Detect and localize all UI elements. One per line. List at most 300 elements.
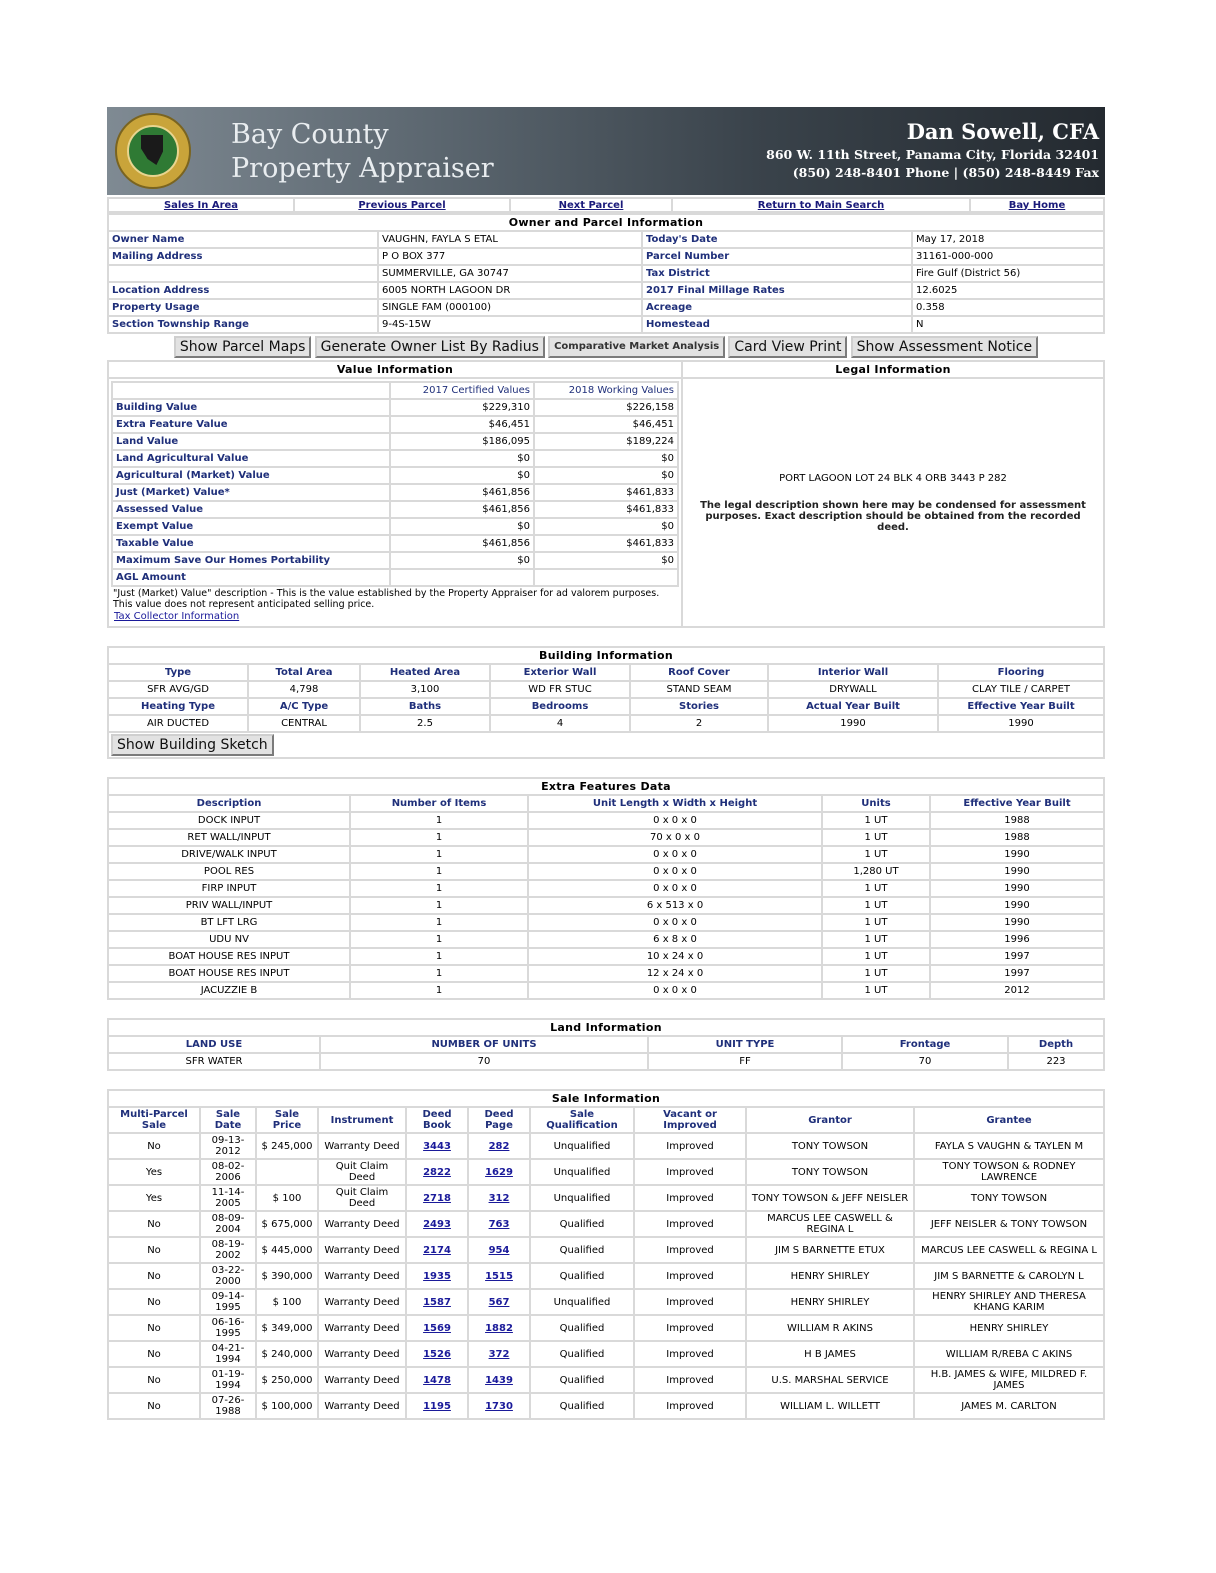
value-label: Land Value [112,433,390,450]
sale-cell: Improved [634,1237,746,1263]
sale-cell [406,1289,468,1315]
appraiser-name: Dan Sowell, CFA [906,119,1099,144]
extra-cell: UDU NV [108,931,350,948]
value-2017: $46,451 [390,416,534,433]
building-header: Effective Year Built [938,698,1104,715]
owner-value: 6005 NORTH LAGOON DR [378,282,642,299]
value-label: Agricultural (Market) Value [112,467,390,484]
tax-collector-link[interactable]: Tax Collector Information [114,611,240,622]
sale-row [108,1211,1104,1237]
extra-row [108,829,1104,846]
sale-cell: $ 245,000 [256,1133,318,1159]
sale-row [108,1289,1104,1315]
extra-header-row [108,795,1104,812]
sale-cell [468,1393,530,1419]
value-2018: $0 [534,552,678,569]
deed-page-link[interactable]: 954 [488,1244,510,1256]
parcel-label: Today's Date [642,231,912,248]
owner-row [108,248,1104,265]
building-header: Bedrooms [490,698,630,715]
sale-cell [468,1211,530,1237]
extra-cell: 1 UT [822,948,930,965]
sale-cell: Warranty Deed [318,1341,406,1367]
value-2017 [390,569,534,586]
extra-cell: 1 [350,880,528,897]
sale-cell: $ 240,000 [256,1341,318,1367]
sale-cell: $ 349,000 [256,1315,318,1341]
sale-cell: Yes [108,1159,200,1185]
value-row [112,501,678,518]
land-cell: 223 [1008,1053,1104,1070]
building-header: Baths [360,698,490,715]
sale-cell: H B JAMES [746,1341,914,1367]
extra-cell: 1 UT [822,982,930,999]
comparative-market-analysis-button[interactable]: Comparative Market Analysis [548,336,725,358]
deed-page-link[interactable]: 372 [488,1348,510,1360]
sale-cell: Warranty Deed [318,1133,406,1159]
sale-cell: 08-19-2002 [200,1237,256,1263]
sale-cell: Warranty Deed [318,1289,406,1315]
sale-cell: $ 100 [256,1289,318,1315]
sale-cell: MARCUS LEE CASWELL & REGINA L [914,1237,1104,1263]
value-2017: $0 [390,552,534,569]
owner-parcel-table [107,213,1105,334]
sale-cell: Quit Claim Deed [318,1185,406,1211]
extra-cell: RET WALL/INPUT [108,829,350,846]
parcel-label: Homestead [642,316,912,333]
value-2017: $0 [390,450,534,467]
sale-cell: No [108,1315,200,1341]
sale-cell: 09-14-1995 [200,1289,256,1315]
deed-book-link[interactable]: 1587 [423,1296,451,1308]
sale-cell: $ 390,000 [256,1263,318,1289]
sale-cell: Improved [634,1159,746,1185]
deed-book-link[interactable]: 2822 [423,1166,451,1178]
building-value: CLAY TILE / CARPET [938,681,1104,698]
sale-cell: Warranty Deed [318,1237,406,1263]
parcel-value: May 17, 2018 [912,231,1104,248]
extra-row [108,880,1104,897]
extra-row [108,931,1104,948]
value-2018: $0 [534,467,678,484]
land-header: UNIT TYPE [648,1036,842,1053]
sale-header: Deed Page [468,1107,530,1133]
value-label: Exempt Value [112,518,390,535]
extra-features-table [107,777,1105,1000]
building-value: 1990 [938,715,1104,732]
value-row [112,484,678,501]
header-banner [107,107,1105,195]
show-building-sketch-button[interactable]: Show Building Sketch [111,734,274,756]
parcel-label: Acreage [642,299,912,316]
sale-header-row [108,1107,1104,1133]
deed-book-link[interactable]: 2493 [423,1218,451,1230]
legal-disclaimer: The legal description shown here may be condensed for assessment purposes. Exact description should be obtained from the recorded deed. [700,499,1086,533]
owner-list-radius-button[interactable]: Generate Owner List By Radius [315,336,545,358]
owner-row [108,316,1104,333]
sale-cell [468,1237,530,1263]
building-value: 2 [630,715,768,732]
sale-cell: Improved [634,1289,746,1315]
page-container [107,107,1105,1420]
sale-cell: JAMES M. CARLTON [914,1393,1104,1419]
sale-cell: $ 250,000 [256,1367,318,1393]
sale-cell: No [108,1341,200,1367]
sale-cell [406,1263,468,1289]
building-header: Interior Wall [768,664,938,681]
sale-cell [406,1393,468,1419]
land-row [108,1053,1104,1070]
sale-cell [406,1315,468,1341]
parcel-label: 2017 Final Millage Rates [642,282,912,299]
deed-book-link[interactable]: 1935 [423,1270,451,1282]
extra-row [108,846,1104,863]
sale-cell: FAYLA S VAUGHN & TAYLEN M [914,1133,1104,1159]
value-2018 [534,569,678,586]
parcel-value: 0.358 [912,299,1104,316]
value-2017: $229,310 [390,399,534,416]
value-row [112,433,678,450]
owner-value: VAUGHN, FAYLA S ETAL [378,231,642,248]
sale-cell: Improved [634,1315,746,1341]
deed-page-link[interactable]: 763 [488,1218,510,1230]
sale-cell: 09-13-2012 [200,1133,256,1159]
sale-cell: Quit Claim Deed [318,1159,406,1185]
sale-cell: Improved [634,1185,746,1211]
extra-cell: 1 [350,846,528,863]
land-header: Frontage [842,1036,1008,1053]
sale-cell [468,1289,530,1315]
sale-cell: MARCUS LEE CASWELL & REGINA L [746,1211,914,1237]
extra-cell: 1997 [930,965,1104,982]
sale-cell: TONY TOWSON [746,1133,914,1159]
extra-cell: 1 UT [822,897,930,914]
sale-cell: Unqualified [530,1185,634,1211]
sale-cell: Unqualified [530,1159,634,1185]
sale-cell: TONY TOWSON [914,1185,1104,1211]
building-row [108,698,1104,715]
action-buttons [107,336,1105,360]
sale-row [108,1263,1104,1289]
sale-header: Sale Qualification [530,1107,634,1133]
deed-page-link[interactable]: 1730 [485,1400,513,1412]
extra-cell: 1990 [930,880,1104,897]
parcel-value: N [912,316,1104,333]
sale-cell: Warranty Deed [318,1367,406,1393]
value-label: Maximum Save Our Homes Portability [112,552,390,569]
building-header: Heating Type [108,698,248,715]
deed-page-link[interactable]: 312 [488,1192,510,1204]
extra-cell: 0 x 0 x 0 [528,880,822,897]
nav-bay-home-link[interactable]: Bay Home [1008,199,1066,211]
building-value: 2.5 [360,715,490,732]
extra-row [108,914,1104,931]
sale-cell: Qualified [530,1341,634,1367]
sale-cell [256,1159,318,1185]
sale-cell: 11-14-2005 [200,1185,256,1211]
deed-book-link[interactable]: 1526 [423,1348,451,1360]
value-label: Land Agricultural Value [112,450,390,467]
extra-row [108,948,1104,965]
extra-cell: 1 [350,812,528,829]
building-value: CENTRAL [248,715,360,732]
sale-cell: No [108,1289,200,1315]
building-value: 4 [490,715,630,732]
nav-return-main-search-link[interactable]: Return to Main Search [757,199,885,211]
sale-cell: HENRY SHIRLEY AND THERESA KHANG KARIM [914,1289,1104,1315]
value-row [112,535,678,552]
extra-cell: 1 [350,965,528,982]
value-row [112,416,678,433]
sale-cell: No [108,1211,200,1237]
show-parcel-maps-button[interactable]: Show Parcel Maps [174,336,312,358]
sale-cell: HENRY SHIRLEY [746,1289,914,1315]
parcel-value: 12.6025 [912,282,1104,299]
sale-row [108,1341,1104,1367]
extra-cell: PRIV WALL/INPUT [108,897,350,914]
parcel-label: Parcel Number [642,248,912,265]
sale-row [108,1133,1104,1159]
county-seal-logo [115,113,191,189]
legal-section-title: Legal Information [682,361,1104,378]
extra-cell: 1997 [930,948,1104,965]
sale-header: Instrument [318,1107,406,1133]
extra-header: Effective Year Built [930,795,1104,812]
extra-cell: 1 [350,863,528,880]
sale-cell: No [108,1393,200,1419]
owner-label [108,265,378,282]
sale-cell [406,1159,468,1185]
extra-row [108,897,1104,914]
extra-cell: 6 x 513 x 0 [528,897,822,914]
extra-section-title: Extra Features Data [108,778,1104,795]
building-value: 3,100 [360,681,490,698]
owner-label: Property Usage [108,299,378,316]
legal-description: PORT LAGOON LOT 24 BLK 4 ORB 3443 P 282 [779,472,1007,484]
owner-label: Section Township Range [108,316,378,333]
value-row [112,518,678,535]
value-section-title: Value Information [108,361,682,378]
extra-cell: BOAT HOUSE RES INPUT [108,965,350,982]
extra-cell: 6 x 8 x 0 [528,931,822,948]
extra-cell: 10 x 24 x 0 [528,948,822,965]
appraiser-address: 860 W. 11th Street, Panama City, Florida 32401 [766,147,1099,162]
sale-cell: H.B. JAMES & WIFE, MILDRED F. JAMES [914,1367,1104,1393]
sale-cell [468,1367,530,1393]
nav-sales-in-area-link[interactable]: Sales In Area [163,199,239,211]
extra-cell: DRIVE/WALK INPUT [108,846,350,863]
sale-cell: $ 445,000 [256,1237,318,1263]
sale-cell: TONY TOWSON & JEFF NEISLER [746,1185,914,1211]
owner-row [108,231,1104,248]
extra-cell: 1996 [930,931,1104,948]
sale-cell: 08-02-2006 [200,1159,256,1185]
sale-header: Vacant or Improved [634,1107,746,1133]
sale-cell: Improved [634,1341,746,1367]
card-view-print-button[interactable]: Card View Print [728,336,847,358]
deed-book-link[interactable]: 2718 [423,1192,451,1204]
deed-book-link[interactable]: 2174 [423,1244,451,1256]
extra-cell: 1 UT [822,846,930,863]
extra-cell: 0 x 0 x 0 [528,982,822,999]
extra-cell: 1988 [930,829,1104,846]
show-assessment-notice-button[interactable]: Show Assessment Notice [851,336,1038,358]
sale-cell: Warranty Deed [318,1393,406,1419]
sale-header: Sale Date [200,1107,256,1133]
sale-cell: Unqualified [530,1133,634,1159]
sale-table [107,1089,1105,1420]
value-legal-table [107,360,1105,628]
sale-cell [468,1341,530,1367]
extra-cell: 0 x 0 x 0 [528,846,822,863]
extra-cell: 1 UT [822,829,930,846]
deed-book-link[interactable]: 1569 [423,1322,451,1334]
site-title-line1: Bay County [231,119,389,150]
sale-cell [468,1133,530,1159]
extra-cell: 1 UT [822,880,930,897]
sale-cell: JIM S BARNETTE ETUX [746,1237,914,1263]
land-cell: 70 [842,1053,1008,1070]
land-table [107,1018,1105,1071]
sale-cell [406,1237,468,1263]
land-cell: 70 [320,1053,648,1070]
deed-book-link[interactable]: 1478 [423,1374,451,1386]
building-value: WD FR STUC [490,681,630,698]
sale-header: Multi-Parcel Sale [108,1107,200,1133]
sale-row [108,1185,1104,1211]
value-2017: $0 [390,467,534,484]
deed-page-link[interactable]: 1629 [485,1166,513,1178]
owner-row [108,265,1104,282]
deed-page-link[interactable]: 1439 [485,1374,513,1386]
sale-cell: WILLIAM R AKINS [746,1315,914,1341]
building-header: Exterior Wall [490,664,630,681]
deed-page-link[interactable]: 282 [488,1140,510,1152]
sale-cell: Unqualified [530,1289,634,1315]
value-row [112,569,678,586]
building-value: DRYWALL [768,681,938,698]
extra-cell: 1 UT [822,931,930,948]
sale-header: Sale Price [256,1107,318,1133]
building-row [108,681,1104,698]
extra-row [108,965,1104,982]
value-2018: $189,224 [534,433,678,450]
appraiser-phone-fax: (850) 248-8401 Phone | (850) 248-8449 Fax [792,165,1099,180]
deed-book-link[interactable]: 1195 [423,1400,451,1412]
sale-cell: $ 100,000 [256,1393,318,1419]
extra-cell: FIRP INPUT [108,880,350,897]
extra-cell: 1 UT [822,812,930,829]
building-header: Flooring [938,664,1104,681]
value-row [112,399,678,416]
value-col-2017: 2017 Certified Values [390,382,534,399]
owner-value: SINGLE FAM (000100) [378,299,642,316]
value-table [111,381,679,587]
owner-label: Location Address [108,282,378,299]
building-value: AIR DUCTED [108,715,248,732]
parcel-label: Tax District [642,265,912,282]
sale-cell: HENRY SHIRLEY [746,1263,914,1289]
land-header: Depth [1008,1036,1104,1053]
extra-cell: 2012 [930,982,1104,999]
extra-header: Description [108,795,350,812]
sale-cell: $ 100 [256,1185,318,1211]
nav-previous-parcel-link[interactable]: Previous Parcel [358,199,446,211]
legal-panel [682,378,1104,627]
sale-cell: Improved [634,1367,746,1393]
owner-value: P O BOX 377 [378,248,642,265]
value-label: Building Value [112,399,390,416]
deed-book-link[interactable]: 3443 [423,1140,451,1152]
value-row [112,552,678,569]
sale-header: Grantee [914,1107,1104,1133]
extra-cell: 1 UT [822,965,930,982]
extra-cell: 1 [350,914,528,931]
deed-page-link[interactable]: 567 [488,1296,510,1308]
deed-page-link[interactable]: 1882 [485,1322,513,1334]
owner-value: SUMMERVILLE, GA 30747 [378,265,642,282]
sale-cell: No [108,1237,200,1263]
sale-cell [468,1185,530,1211]
sale-cell [468,1263,530,1289]
sale-cell: Qualified [530,1315,634,1341]
sale-cell: 03-22-2000 [200,1263,256,1289]
building-value: 1990 [768,715,938,732]
building-header: Total Area [248,664,360,681]
sale-cell: TONY TOWSON & RODNEY LAWRENCE [914,1159,1104,1185]
sale-cell [406,1367,468,1393]
value-2018: $461,833 [534,484,678,501]
value-label: Just (Market) Value* [112,484,390,501]
value-2018: $461,833 [534,501,678,518]
building-row [108,664,1104,681]
sale-cell: No [108,1133,200,1159]
owner-section-title: Owner and Parcel Information [108,214,1104,231]
sale-row [108,1367,1104,1393]
extra-cell: 1990 [930,914,1104,931]
value-2018: $0 [534,518,678,535]
sale-cell [468,1315,530,1341]
value-2017: $186,095 [390,433,534,450]
building-value: STAND SEAM [630,681,768,698]
sale-cell: 08-09-2004 [200,1211,256,1237]
building-header: Heated Area [360,664,490,681]
sale-cell: HENRY SHIRLEY [914,1315,1104,1341]
extra-cell: DOCK INPUT [108,812,350,829]
sale-cell: WILLIAM R/REBA C AKINS [914,1341,1104,1367]
extra-cell: 1988 [930,812,1104,829]
sale-cell: No [108,1263,200,1289]
just-value-note: "Just (Market) Value" description - This is the value established by the Property Appraiser for ad valorem purposes. This value does not represent anticipated selling price. [113,588,660,610]
sale-cell: $ 675,000 [256,1211,318,1237]
parcel-value: 31161-000-000 [912,248,1104,265]
building-section-title: Building Information [108,647,1104,664]
sale-cell: Yes [108,1185,200,1211]
sale-cell: Improved [634,1393,746,1419]
value-2018: $0 [534,450,678,467]
extra-cell: 1990 [930,846,1104,863]
extra-header: Units [822,795,930,812]
extra-row [108,863,1104,880]
deed-page-link[interactable]: 1515 [485,1270,513,1282]
building-value: SFR AVG/GD [108,681,248,698]
owner-label: Mailing Address [108,248,378,265]
building-header: A/C Type [248,698,360,715]
nav-next-parcel-link[interactable]: Next Parcel [558,199,624,211]
extra-cell: BOAT HOUSE RES INPUT [108,948,350,965]
sale-cell: U.S. MARSHAL SERVICE [746,1367,914,1393]
value-label: Extra Feature Value [112,416,390,433]
